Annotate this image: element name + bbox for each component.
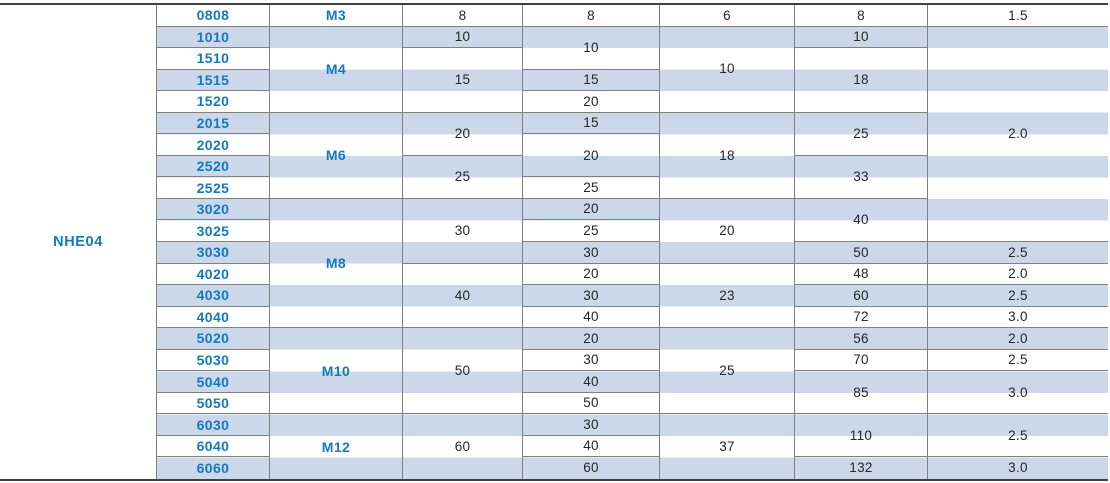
dim-e-cell: 3.0 [928,371,1108,414]
dim-e-cell: 2.5 [928,285,1108,307]
dim-d-cell: 132 [795,457,928,479]
model-cell: 3030 [157,242,270,264]
dim-b-cell: 10 [523,27,660,70]
dim-d-cell: 8 [795,5,928,27]
model-cell: 1515 [157,70,270,92]
thread-cell: M3 [270,5,403,27]
dim-a-cell: 20 [403,113,523,156]
dim-e-cell: 2.5 [928,242,1108,264]
dim-e-cell: 2.0 [928,264,1108,286]
dim-b-cell: 25 [523,177,660,199]
dim-b-cell: 20 [523,328,660,350]
thread-cell: M8 [270,199,403,328]
model-cell: 4030 [157,285,270,307]
dim-b-cell: 20 [523,199,660,221]
dim-b-cell: 60 [523,457,660,479]
dim-d-cell: 60 [795,285,928,307]
dim-d-cell: 85 [795,371,928,414]
dim-d-cell: 72 [795,307,928,329]
model-cell: 6030 [157,414,270,436]
dim-b-cell: 15 [523,113,660,135]
model-cell: 3020 [157,199,270,221]
model-cell: 2525 [157,177,270,199]
thread-cell: M12 [270,414,403,479]
dim-a-cell: 15 [403,48,523,113]
model-cell: 6060 [157,457,270,479]
model-cell: 4020 [157,264,270,286]
dim-b-cell: 50 [523,393,660,415]
dim-d-cell: 110 [795,414,928,457]
dim-c-cell: 37 [660,414,795,479]
thread-cell: M6 [270,113,403,199]
dim-d-cell: 10 [795,27,928,49]
model-cell: 3025 [157,220,270,242]
dim-b-cell: 25 [523,220,660,242]
model-cell: 5030 [157,350,270,372]
dim-d-cell: 50 [795,242,928,264]
dim-d-cell: 70 [795,350,928,372]
dim-e-cell: 2.5 [928,350,1108,372]
dim-b-cell: 20 [523,264,660,286]
series-label-cell: NHE04 [0,5,157,479]
dim-c-cell: 10 [660,27,795,113]
dim-a-cell: 30 [403,199,523,264]
model-cell: 5050 [157,393,270,415]
model-cell: 2520 [157,156,270,178]
model-cell: 6040 [157,436,270,458]
dim-a-cell: 8 [403,5,523,27]
model-cell: 2020 [157,134,270,156]
model-cell: 1010 [157,27,270,49]
model-cell: 0808 [157,5,270,27]
dim-d-cell: 18 [795,48,928,113]
dim-c-cell: 6 [660,5,795,27]
dim-b-cell: 40 [523,436,660,458]
model-cell: 2015 [157,113,270,135]
dim-d-cell: 48 [795,264,928,286]
dim-e-cell: 1.5 [928,5,1108,27]
dim-b-cell: 20 [523,91,660,113]
model-cell: 5040 [157,371,270,393]
dim-e-cell: 2.0 [928,27,1108,242]
dim-d-cell: 25 [795,113,928,156]
dim-e-cell: 3.0 [1008,460,1028,476]
model-cell: 4040 [157,307,270,329]
dim-c-cell: 20 [660,199,795,264]
dim-a-cell: 10 [403,27,523,49]
dim-b-cell: 8 [523,5,660,27]
dim-b-cell: 40 [523,371,660,393]
dim-b-cell: 40 [523,307,660,329]
thread-cell: M10 [270,328,403,414]
dim-e-cell: 3.0 [928,307,1108,329]
dim-d-cell: 33 [795,156,928,199]
model-cell: 1520 [157,91,270,113]
dim-d-cell: 40 [795,199,928,242]
dim-a-cell: 50 [403,328,523,414]
dim-e-cell: 2.0 [928,328,1108,350]
thread-cell: M4 [270,27,403,113]
model-cell: 5020 [157,328,270,350]
dim-e-cell: 2.5 [928,414,1108,457]
dim-a-cell: 40 [403,264,523,329]
dim-b-cell: 30 [523,414,660,436]
dim-b-cell: 30 [523,242,660,264]
dim-b-cell: 30 [523,285,660,307]
dim-c-cell: 18 [660,113,795,199]
dim-d-cell: 56 [795,328,928,350]
dim-b-cell: 20 [523,134,660,177]
dim-a-cell: 60 [403,414,523,479]
spec-table-grid [0,3,1108,481]
dim-a-cell: 25 [403,156,523,199]
dim-b-cell: 15 [523,70,660,92]
model-cell: 1510 [157,48,270,70]
dim-c-cell: 25 [660,328,795,414]
dim-c-cell: 23 [660,264,795,329]
dim-b-cell: 30 [523,350,660,372]
